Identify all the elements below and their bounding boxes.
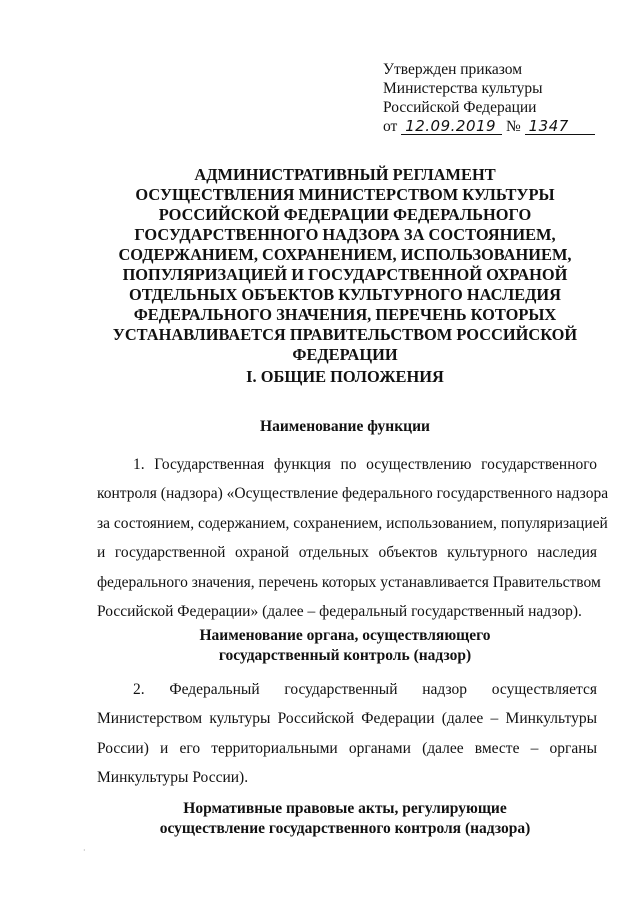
paragraph-2 bbox=[97, 675, 597, 793]
subheading-line: Наименование функции bbox=[260, 418, 430, 435]
subheading-line: Нормативные правовые акты, регулирующие bbox=[183, 800, 507, 817]
paragraph-line: Российской Федерации» (далее – федеральный государственный надзор). bbox=[97, 603, 582, 621]
paragraph-line: Министерством культуры Российской Федерации (далее – Минкультуры bbox=[97, 710, 597, 728]
subheading-line: Наименование органа, осуществляющего bbox=[199, 627, 491, 644]
approval-from-label: от bbox=[383, 118, 398, 135]
approval-line-3: Российской Федерации bbox=[383, 99, 537, 116]
document-title bbox=[100, 165, 590, 365]
approval-line-2: Министерства культуры bbox=[383, 80, 543, 97]
title-line: СОДЕРЖАНИЕМ, СОХРАНЕНИЕМ, ИСПОЛЬЗОВАНИЕМ, bbox=[118, 245, 572, 264]
title-line: РОССИЙСКОЙ ФЕДЕРАЦИИ ФЕДЕРАЛЬНОГО bbox=[158, 205, 532, 224]
subheading-authority-name bbox=[100, 626, 590, 666]
paragraph-line: России) и его территориальными органами (далее вместе – органы bbox=[97, 739, 597, 757]
paragraph-line: контроля (надзора) «Осуществление федерального государственного надзора bbox=[97, 485, 609, 503]
paragraph-line: за состоянием, содержанием, сохранением, использованием, популяризацией bbox=[97, 514, 608, 532]
title-line: АДМИНИСТРАТИВНЫЙ РЕГЛАМЕНТ bbox=[194, 165, 496, 184]
approval-handwritten-number: 1347 bbox=[525, 118, 595, 135]
paragraph-line: 1. Государственная функция по осуществлению государственного bbox=[133, 456, 597, 473]
title-line: ФЕДЕРАЦИИ bbox=[292, 345, 398, 364]
approval-handwritten-date: 12.09.2019 bbox=[401, 118, 502, 135]
scan-speck: · bbox=[83, 846, 86, 855]
paragraph-line: Минкультуры России). bbox=[97, 769, 249, 787]
paragraph-1 bbox=[97, 450, 609, 626]
approval-number-label: № bbox=[505, 118, 521, 135]
title-line: ПОПУЛЯРИЗАЦИЕЙ И ГОСУДАРСТВЕННОЙ ОХРАНОЙ bbox=[122, 265, 568, 284]
subheading-legal-acts bbox=[100, 799, 590, 839]
section-heading: I. ОБЩИЕ ПОЛОЖЕНИЯ bbox=[246, 367, 444, 386]
subheading-line: государственный контроль (надзор) bbox=[218, 647, 472, 664]
title-line: ГОСУДАРСТВЕННОГО НАДЗОРА ЗА СОСТОЯНИЕМ, bbox=[134, 225, 556, 244]
title-line: ФЕДЕРАЛЬНОГО ЗНАЧЕНИЯ, ПЕРЕЧЕНЬ КОТОРЫХ bbox=[133, 305, 557, 324]
title-line: ОСУЩЕСТВЛЕНИЯ МИНИСТЕРСТВОМ КУЛЬТУРЫ bbox=[135, 185, 555, 204]
paragraph-line: 2. Федеральный государственный надзор осуществляется bbox=[133, 681, 597, 698]
title-line: ОТДЕЛЬНЫХ ОБЪЕКТОВ КУЛЬТУРНОГО НАСЛЕДИЯ bbox=[128, 285, 562, 304]
approval-stamp-block bbox=[383, 60, 623, 136]
paragraph-line: и государственной охраной отдельных объектов культурного наследия bbox=[97, 544, 597, 562]
subheading-function-name bbox=[100, 417, 590, 437]
approval-date-number-line bbox=[383, 117, 623, 136]
approval-line-1: Утвержден приказом bbox=[383, 61, 523, 78]
paragraph-line: федерального значения, перечень которых устанавливается Правительством bbox=[97, 573, 601, 591]
subheading-line: осуществление государственного контроля (надзора) bbox=[159, 820, 531, 837]
title-line: УСТАНАВЛИВАЕТСЯ ПРАВИТЕЛЬСТВОМ РОССИЙСКОЙ bbox=[112, 325, 578, 344]
